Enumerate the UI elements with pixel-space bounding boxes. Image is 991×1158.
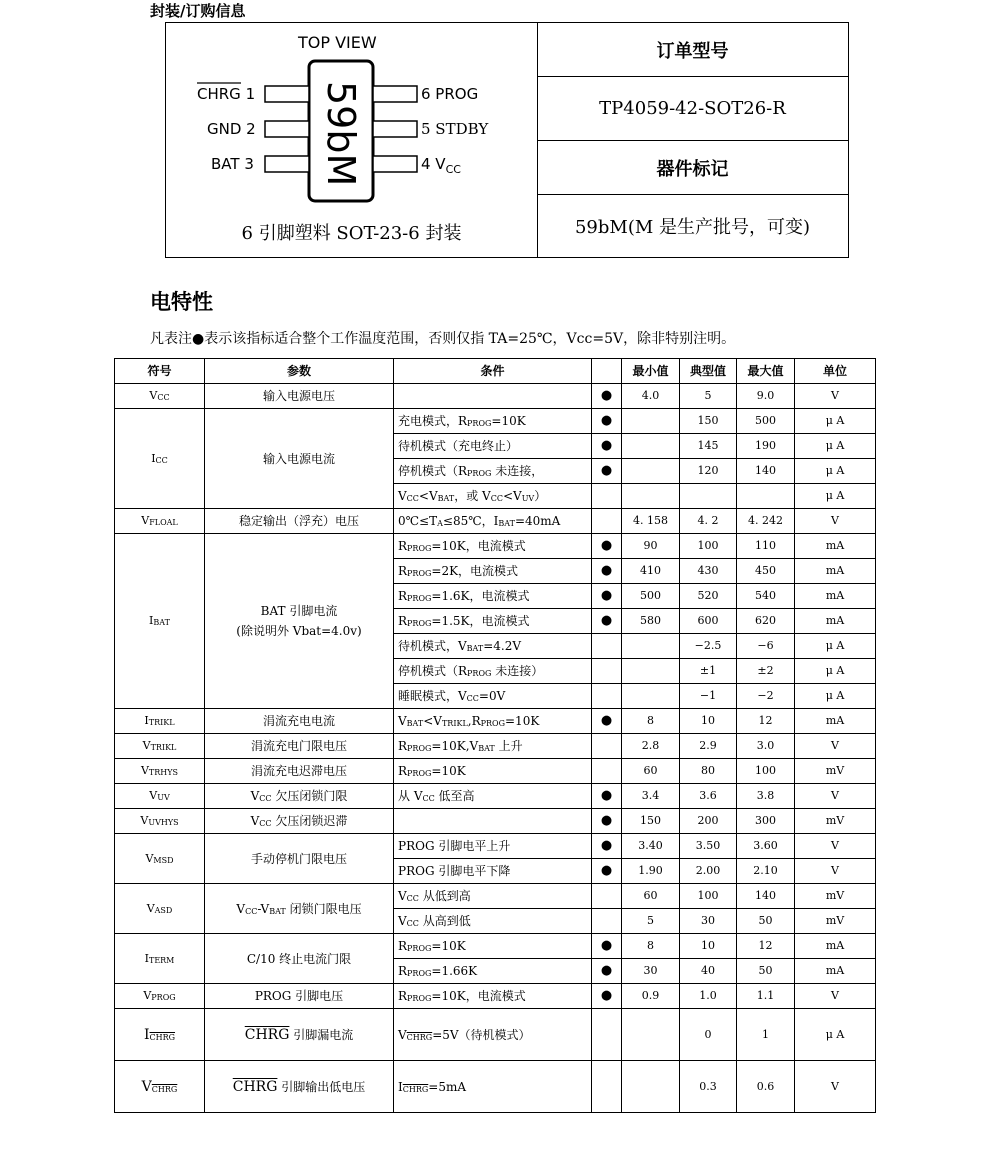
max-value: 190 xyxy=(737,434,795,459)
min-value: 150 xyxy=(622,809,680,834)
table-row xyxy=(115,1061,876,1113)
all-temp-dot xyxy=(592,1009,622,1061)
unit-cell: μ A xyxy=(795,459,876,484)
unit-cell: mA xyxy=(795,559,876,584)
typ-value: 2.9 xyxy=(680,734,737,759)
symbol-cell: $V_{PROG}$ xyxy=(115,984,205,1009)
unit-cell: μ A xyxy=(795,1009,876,1061)
unit-cell: mA xyxy=(795,609,876,634)
order-number: TP4059-42-SOT26-R xyxy=(537,77,848,141)
table-row xyxy=(115,534,876,559)
pin-4-sub: CC xyxy=(445,163,461,176)
max-value: 2.10 xyxy=(737,859,795,884)
unit-cell: mV xyxy=(795,759,876,784)
max-value: 9.0 xyxy=(737,384,795,409)
max-value: 3.60 xyxy=(737,834,795,859)
all-temp-dot: ● xyxy=(592,934,622,959)
condition-cell: PROG 引脚电平上升 xyxy=(394,834,592,859)
electrical-characteristics-table xyxy=(114,358,876,1113)
table-row xyxy=(115,934,876,959)
all-temp-dot: ● xyxy=(592,459,622,484)
table-row xyxy=(115,984,876,1009)
all-temp-dot: ● xyxy=(592,559,622,584)
unit-cell: mV xyxy=(795,884,876,909)
symbol-cell: $V_{ASD}$ xyxy=(115,884,205,934)
typ-value: 5 xyxy=(680,384,737,409)
order-panel xyxy=(537,23,848,257)
max-value: −2 xyxy=(737,684,795,709)
typ-value: 80 xyxy=(680,759,737,784)
pin-4-text: 4 V xyxy=(421,155,446,173)
all-temp-dot: ● xyxy=(592,709,622,734)
pin-5-label: 5 STDBY xyxy=(421,120,489,138)
typ-value: 120 xyxy=(680,459,737,484)
symbol-cell: $I_{BAT}$ xyxy=(115,534,205,709)
min-value: 0.9 xyxy=(622,984,680,1009)
table-row xyxy=(115,709,876,734)
symbol-cell: $V_{CHRG}$ xyxy=(115,1061,205,1113)
parameter-cell: 输入电源电流 xyxy=(205,409,394,509)
condition-cell: 充电模式，$R_{PROG}=10K$ xyxy=(394,409,592,434)
typ-value: 100 xyxy=(680,534,737,559)
symbol-cell: $I_{CC}$ xyxy=(115,409,205,509)
table-header-cell: 单位 xyxy=(795,359,876,384)
table-header-cell: 符号 xyxy=(115,359,205,384)
condition-cell: $V_{CC}$ 从低到高 xyxy=(394,884,592,909)
all-temp-dot: ● xyxy=(592,859,622,884)
min-value xyxy=(622,1009,680,1061)
parameter-cell: CHRG 引脚输出低电压 xyxy=(205,1061,394,1113)
typ-value: −2.5 xyxy=(680,634,737,659)
condition-cell: $V_{BAT}<V_{TRIKL},R_{PROG}=10K$ xyxy=(394,709,592,734)
symbol-cell: $V_{TRIKL}$ xyxy=(115,734,205,759)
min-value: 2.8 xyxy=(622,734,680,759)
min-value: 4.0 xyxy=(622,384,680,409)
condition-cell: 待机模式，$V_{BAT}=4.2V$ xyxy=(394,634,592,659)
all-temp-dot xyxy=(592,634,622,659)
condition-cell: $R_{PROG}=10K$ xyxy=(394,759,592,784)
all-temp-dot: ● xyxy=(592,534,622,559)
condition-cell: PROG 引脚电平下降 xyxy=(394,859,592,884)
package-heading: 封装/订购信息 xyxy=(150,2,246,20)
all-temp-dot xyxy=(592,909,622,934)
typ-value: 4. 2 xyxy=(680,509,737,534)
all-temp-dot xyxy=(592,884,622,909)
max-value: 1.1 xyxy=(737,984,795,1009)
all-temp-dot: ● xyxy=(592,834,622,859)
symbol-cell: $V_{CC}$ xyxy=(115,384,205,409)
max-value: 100 xyxy=(737,759,795,784)
all-temp-dot: ● xyxy=(592,384,622,409)
unit-cell: V xyxy=(795,734,876,759)
max-value: 140 xyxy=(737,884,795,909)
condition-cell: 从 $V_{CC}$ 低至高 xyxy=(394,784,592,809)
typ-value: 10 xyxy=(680,934,737,959)
all-temp-dot: ● xyxy=(592,409,622,434)
min-value: 30 xyxy=(622,959,680,984)
typ-value: 150 xyxy=(680,409,737,434)
min-value: 1.90 xyxy=(622,859,680,884)
max-value: 3.0 xyxy=(737,734,795,759)
table-row xyxy=(115,409,876,434)
parameter-cell: $V_{CC}-V_{BAT}$ 闭锁门限电压 xyxy=(205,884,394,934)
all-temp-dot: ● xyxy=(592,959,622,984)
typ-value: 1.0 xyxy=(680,984,737,1009)
unit-cell: V xyxy=(795,984,876,1009)
typ-value xyxy=(680,484,737,509)
max-value: 140 xyxy=(737,459,795,484)
min-value xyxy=(622,484,680,509)
max-value: 500 xyxy=(737,409,795,434)
min-value: 4. 158 xyxy=(622,509,680,534)
typ-value: 600 xyxy=(680,609,737,634)
all-temp-dot: ● xyxy=(592,434,622,459)
unit-cell: V xyxy=(795,859,876,884)
unit-cell: V xyxy=(795,834,876,859)
marking-title: 器件标记 xyxy=(537,141,848,195)
unit-cell: mA xyxy=(795,934,876,959)
min-value: 500 xyxy=(622,584,680,609)
pin-1-label: CHRG 1 xyxy=(197,85,256,103)
typ-value: 100 xyxy=(680,884,737,909)
parameter-cell: $V_{CC}$ 欠压闭锁迟滞 xyxy=(205,809,394,834)
symbol-cell: $V_{TRHYS}$ xyxy=(115,759,205,784)
condition-cell: $I_{CHRG}=5mA$ xyxy=(394,1061,592,1113)
pinout-panel xyxy=(166,23,538,257)
table-row xyxy=(115,509,876,534)
device-marking: 59bM xyxy=(319,81,363,187)
condition-cell: $R_{PROG}=2K$，电流模式 xyxy=(394,559,592,584)
table-row xyxy=(115,1009,876,1061)
unit-cell: mV xyxy=(795,809,876,834)
parameter-cell: 涓流充电电流 xyxy=(205,709,394,734)
max-value: ±2 xyxy=(737,659,795,684)
min-value: 3.4 xyxy=(622,784,680,809)
typ-value: 520 xyxy=(680,584,737,609)
package-description: 6 引脚塑料 SOT-23-6 封装 xyxy=(241,223,462,244)
pin-3-label: BAT 3 xyxy=(211,155,254,173)
typ-value: −1 xyxy=(680,684,737,709)
parameter-cell: 输入电源电压 xyxy=(205,384,394,409)
max-value: 540 xyxy=(737,584,795,609)
all-temp-dot xyxy=(592,684,622,709)
symbol-cell: $V_{UVHYS}$ xyxy=(115,809,205,834)
max-value: 50 xyxy=(737,959,795,984)
all-temp-dot: ● xyxy=(592,584,622,609)
symbol-cell: $V_{FLOAL}$ xyxy=(115,509,205,534)
parameter-cell: PROG 引脚电压 xyxy=(205,984,394,1009)
symbol-cell: $I_{CHRG}$ xyxy=(115,1009,205,1061)
condition-cell: $V_{CHRG}=5V$（待机模式） xyxy=(394,1009,592,1061)
min-value: 580 xyxy=(622,609,680,634)
typ-value: 0.3 xyxy=(680,1061,737,1113)
typ-value: 145 xyxy=(680,434,737,459)
pin-4-label xyxy=(421,155,461,176)
table-header-cell: 条件 xyxy=(394,359,592,384)
table-header-cell: 最大值 xyxy=(737,359,795,384)
typ-value: ±1 xyxy=(680,659,737,684)
condition-cell: 睡眠模式，$V_{CC}=0V$ xyxy=(394,684,592,709)
unit-cell: μ A xyxy=(795,434,876,459)
max-value: 12 xyxy=(737,934,795,959)
unit-cell: μ A xyxy=(795,684,876,709)
condition-cell: 停机模式（$R_{PROG}$ 未连接） xyxy=(394,659,592,684)
parameter-cell: $V_{CC}$ 欠压闭锁门限 xyxy=(205,784,394,809)
unit-cell: mA xyxy=(795,709,876,734)
table-row xyxy=(115,384,876,409)
table-row xyxy=(115,734,876,759)
all-temp-dot xyxy=(592,659,622,684)
min-value: 8 xyxy=(622,709,680,734)
pin-6-label: 6 PROG xyxy=(421,85,479,103)
unit-cell: μ A xyxy=(795,484,876,509)
section-note: 凡表注●表示该指标适合整个工作温度范围，否则仅指 TA=25℃，Vcc=5V，除非特别注明。 xyxy=(150,331,736,347)
max-value: 620 xyxy=(737,609,795,634)
min-value: 410 xyxy=(622,559,680,584)
min-value: 5 xyxy=(622,909,680,934)
max-value: −6 xyxy=(737,634,795,659)
table-row xyxy=(115,784,876,809)
all-temp-dot: ● xyxy=(592,609,622,634)
table-row xyxy=(115,884,876,909)
max-value: 450 xyxy=(737,559,795,584)
parameter-cell: 涓流充电门限电压 xyxy=(205,734,394,759)
unit-cell: V xyxy=(795,509,876,534)
all-temp-dot xyxy=(592,759,622,784)
max-value: 50 xyxy=(737,909,795,934)
all-temp-dot: ● xyxy=(592,784,622,809)
condition-cell: $R_{PROG}=10K$，电流模式 xyxy=(394,984,592,1009)
unit-cell: μ A xyxy=(795,634,876,659)
min-value: 8 xyxy=(622,934,680,959)
condition-cell: $R_{PROG}=10K$，电流模式 xyxy=(394,534,592,559)
condition-cell: $V_{CC}$ 从高到低 xyxy=(394,909,592,934)
unit-cell: μ A xyxy=(795,659,876,684)
all-temp-dot: ● xyxy=(592,809,622,834)
unit-cell: mA xyxy=(795,534,876,559)
condition-cell: $R_{PROG}=10K,V_{BAT}$ 上升 xyxy=(394,734,592,759)
parameter-cell: CHRG 引脚漏电流 xyxy=(205,1009,394,1061)
min-value xyxy=(622,459,680,484)
condition-cell: $R_{PROG}=10K$ xyxy=(394,934,592,959)
condition-cell: $R_{PROG}=1.6K$，电流模式 xyxy=(394,584,592,609)
parameter-cell: BAT 引脚电流 (除说明外 Vbat=4.0v) xyxy=(205,534,394,709)
parameter-cell: 涓流充电迟滞电压 xyxy=(205,759,394,784)
max-value: 300 xyxy=(737,809,795,834)
condition-cell: $R_{PROG}=1.66K$ xyxy=(394,959,592,984)
typ-value: 10 xyxy=(680,709,737,734)
package-info-box xyxy=(165,22,849,258)
max-value: 3.8 xyxy=(737,784,795,809)
min-value xyxy=(622,659,680,684)
typ-value: 3.6 xyxy=(680,784,737,809)
condition-cell xyxy=(394,809,592,834)
unit-cell: μ A xyxy=(795,409,876,434)
unit-cell: V xyxy=(795,384,876,409)
max-value: 110 xyxy=(737,534,795,559)
parameter-cell: 稳定输出（浮充）电压 xyxy=(205,509,394,534)
symbol-cell: $V_{UV}$ xyxy=(115,784,205,809)
min-value xyxy=(622,684,680,709)
typ-value: 0 xyxy=(680,1009,737,1061)
all-temp-dot xyxy=(592,734,622,759)
typ-value: 3.50 xyxy=(680,834,737,859)
max-value: 12 xyxy=(737,709,795,734)
order-title: 订单型号 xyxy=(537,23,848,77)
min-value: 90 xyxy=(622,534,680,559)
max-value: 1 xyxy=(737,1009,795,1061)
max-value: 0.6 xyxy=(737,1061,795,1113)
unit-cell: mA xyxy=(795,959,876,984)
all-temp-dot xyxy=(592,1061,622,1113)
table-row xyxy=(115,759,876,784)
table-row xyxy=(115,809,876,834)
min-value xyxy=(622,434,680,459)
min-value: 60 xyxy=(622,884,680,909)
table-header-cell: 最小值 xyxy=(622,359,680,384)
all-temp-dot xyxy=(592,509,622,534)
marking-value: 59bM(M 是生产批号，可变) xyxy=(574,217,811,238)
all-temp-dot xyxy=(592,484,622,509)
symbol-cell: $I_{TERM}$ xyxy=(115,934,205,984)
table-row xyxy=(115,834,876,859)
min-value: 3.40 xyxy=(622,834,680,859)
parameter-cell: 手动停机门限电压 xyxy=(205,834,394,884)
all-temp-dot: ● xyxy=(592,984,622,1009)
top-view-label: TOP VIEW xyxy=(298,33,377,52)
condition-cell: $V_{CC}<V_{BAT}$，或 $V_{CC}<V_{UV}$） xyxy=(394,484,592,509)
typ-value: 430 xyxy=(680,559,737,584)
section-title: 电特性 xyxy=(150,290,213,314)
table-header-cell: 典型值 xyxy=(680,359,737,384)
condition-cell: 停机模式（$R_{PROG}$ 未连接， xyxy=(394,459,592,484)
unit-cell: V xyxy=(795,1061,876,1113)
typ-value: 200 xyxy=(680,809,737,834)
unit-cell: mV xyxy=(795,909,876,934)
table-header-cell xyxy=(592,359,622,384)
max-value xyxy=(737,484,795,509)
condition-cell: $R_{PROG}=1.5K$，电流模式 xyxy=(394,609,592,634)
typ-value: 2.00 xyxy=(680,859,737,884)
max-value: 4. 242 xyxy=(737,509,795,534)
typ-value: 30 xyxy=(680,909,737,934)
condition-cell: 待机模式（充电终止） xyxy=(394,434,592,459)
unit-cell: mA xyxy=(795,584,876,609)
min-value xyxy=(622,409,680,434)
min-value xyxy=(622,634,680,659)
condition-cell xyxy=(394,384,592,409)
parameter-cell: C/10 终止电流门限 xyxy=(205,934,394,984)
min-value: 60 xyxy=(622,759,680,784)
condition-cell: $0℃\le T_A\le 85℃$，$I_{BAT}=40mA$ xyxy=(394,509,592,534)
table-header-cell: 参数 xyxy=(205,359,394,384)
typ-value: 40 xyxy=(680,959,737,984)
symbol-cell: $V_{MSD}$ xyxy=(115,834,205,884)
symbol-cell: $I_{TRIKL}$ xyxy=(115,709,205,734)
pin-2-label: GND 2 xyxy=(207,120,256,138)
unit-cell: V xyxy=(795,784,876,809)
table-header-row xyxy=(115,359,876,384)
min-value xyxy=(622,1061,680,1113)
